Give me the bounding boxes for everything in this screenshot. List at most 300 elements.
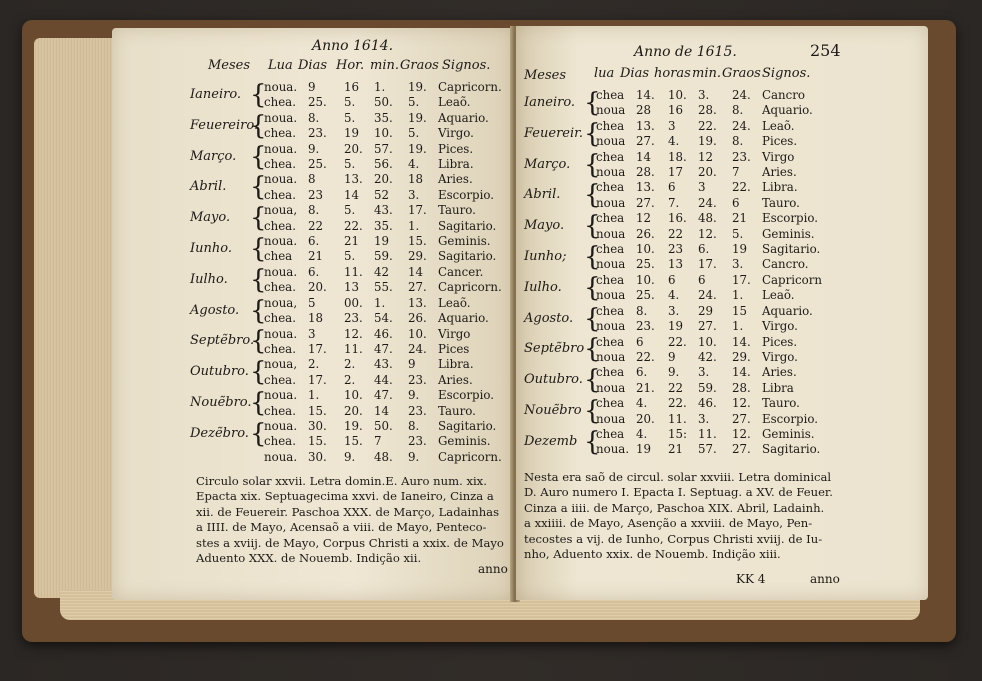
table-row — [264, 219, 514, 234]
table-cell: Escorpio. — [762, 211, 818, 226]
table-cell: Sagitario. — [438, 218, 497, 233]
header-graos: Graos — [722, 66, 761, 81]
table-cell: 7 — [374, 434, 382, 449]
table-cell: 9 — [668, 349, 676, 364]
table-row — [596, 150, 842, 165]
table-cell: Libra. — [438, 157, 474, 172]
table-cell: 17 — [668, 165, 684, 180]
brace-glyph: { — [584, 365, 601, 396]
table-row — [264, 111, 514, 126]
table-row — [264, 280, 514, 295]
table-cell: 27. — [408, 280, 427, 295]
table-cell: 21 — [668, 442, 684, 457]
table-cell: 18. — [668, 149, 687, 164]
table-row — [264, 373, 514, 388]
table-cell: 12. — [344, 326, 363, 341]
table-cell: Virgo — [438, 326, 471, 341]
brace-glyph: { — [584, 426, 601, 457]
table-row — [596, 319, 842, 334]
table-cell: 12. — [698, 226, 717, 241]
table-cell: 22. — [344, 218, 363, 233]
table-cell: 23. — [344, 311, 363, 326]
table-row — [264, 249, 514, 264]
table-cell: 13. — [636, 118, 655, 133]
table-cell: Aries. — [762, 365, 797, 380]
table-cell: Leaõ. — [438, 95, 471, 110]
table-cell: 17. — [308, 341, 327, 356]
table-cell: noua — [596, 319, 626, 334]
table-row — [264, 327, 514, 342]
month-label: Agosto. — [524, 310, 574, 326]
table-row — [264, 95, 514, 110]
table-cell: 15 — [732, 303, 748, 318]
table-cell: Geminis. — [438, 434, 491, 449]
brace-glyph: { — [584, 149, 601, 180]
table-cell: 2. — [344, 357, 356, 372]
table-cell: 27. — [698, 319, 717, 334]
table-cell: 11. — [668, 411, 687, 426]
table-cell: Aquario. — [762, 103, 813, 118]
brace-glyph: { — [584, 242, 601, 272]
table-cell: 5. — [732, 226, 744, 241]
table-cell: 19. — [408, 110, 427, 125]
paragraph-line: D. Auro numero I. Epacta I. Septuag. a XV. de Feuer. — [524, 485, 833, 500]
table-cell: 21 — [344, 234, 360, 249]
table-cell: 13 — [344, 280, 360, 295]
table-cell: 17. — [732, 272, 751, 287]
table-cell: Aries. — [762, 165, 797, 180]
table-cell: 25. — [636, 288, 655, 303]
table-cell: 21. — [636, 380, 655, 395]
table-cell: noua. — [264, 388, 298, 403]
table-cell: 13. — [636, 180, 655, 195]
table-cell: noua. — [264, 80, 298, 94]
brace-glyph: { — [584, 272, 601, 303]
table-row — [596, 412, 842, 427]
table-cell: 24. — [698, 288, 717, 303]
table-cell: 17. — [698, 257, 717, 272]
table-cell: 5. — [344, 110, 356, 125]
table-cell: 22 — [308, 218, 324, 233]
table-cell: 28. — [732, 380, 751, 395]
table-cell: 00. — [344, 295, 363, 310]
month-label: Feuereiro. — [190, 117, 259, 133]
table-cell: 27. — [636, 195, 655, 210]
table-row — [596, 396, 842, 411]
table-cell: 20. — [636, 411, 655, 426]
header-signos: Signos. — [762, 66, 811, 81]
table-cell: 15: — [668, 426, 687, 441]
table-cell: 29 — [698, 303, 714, 318]
table-cell: 3. — [698, 88, 710, 102]
table-row — [596, 257, 842, 272]
table-cell: 5. — [344, 157, 356, 172]
table-cell: 19 — [636, 442, 652, 457]
table-cell: 20. — [374, 172, 393, 187]
paragraph-line: Nesta era saõ de circul. solar xxviii. Letra dominical — [524, 470, 832, 484]
table-cell: 5 — [308, 295, 316, 310]
table-cell: 22. — [732, 180, 751, 195]
table-cell: 10. — [698, 334, 717, 349]
table-cell: noua. — [264, 141, 298, 156]
paragraph-line: a xxiiii. de Mayo, Asenção a xxviii. de Mayo, Pen- — [524, 516, 813, 531]
table-cell: 22. — [636, 349, 655, 364]
left-year-heading: Anno 1614. — [312, 38, 394, 54]
table-cell: Virgo. — [762, 319, 798, 334]
table-cell: 29. — [732, 349, 751, 364]
table-cell: 6 — [636, 334, 644, 349]
table-row — [264, 296, 514, 311]
table-cell: Geminis. — [438, 234, 491, 249]
table-cell: 42 — [374, 264, 390, 279]
month-label: Mayo. — [524, 218, 565, 234]
table-cell: Pices. — [762, 134, 798, 149]
table-cell: noua. — [264, 234, 298, 249]
paragraph-line: xii. de Feuereir. Paschoa XXX. de Março, Ladainhas — [196, 504, 500, 519]
right-catchword: anno — [810, 572, 840, 586]
table-cell: 46. — [374, 326, 393, 341]
table-cell: noua. — [264, 418, 298, 433]
table-cell: Geminis. — [762, 226, 815, 241]
brace-glyph: { — [250, 172, 267, 203]
table-cell: Tauro. — [438, 403, 476, 418]
table-cell: chea. — [264, 311, 296, 326]
table-row — [264, 419, 514, 434]
table-cell: noua — [596, 380, 626, 395]
table-cell: 11. — [344, 264, 363, 279]
table-cell: 25. — [308, 157, 327, 172]
table-cell: 6 — [668, 272, 676, 287]
table-cell: 10. — [636, 242, 655, 257]
table-cell: 23. — [308, 126, 327, 141]
table-cell: 9. — [308, 141, 320, 156]
table-cell: Cancro. — [762, 257, 809, 272]
table-cell: 3. — [668, 303, 680, 318]
table-cell: noua — [596, 288, 626, 303]
table-cell: 15. — [408, 234, 427, 249]
paragraph-line: Cinza a iiii. de Março, Paschoa XIX. Abril, Ladainh. — [524, 500, 825, 515]
table-cell: 10. — [374, 126, 393, 141]
table-cell: 1. — [732, 319, 744, 334]
table-cell: noua, — [264, 357, 298, 372]
table-cell: 23. — [408, 403, 427, 418]
table-cell: Aquario. — [438, 110, 489, 125]
table-cell: chea. — [264, 218, 296, 233]
table-cell: Libra. — [438, 357, 474, 372]
table-row — [596, 304, 842, 319]
table-cell: chea — [596, 180, 625, 195]
brace-glyph: { — [584, 334, 601, 365]
table-cell: chea. — [264, 157, 296, 172]
table-cell: 19. — [408, 80, 427, 94]
table-cell: Capricorn. — [438, 80, 502, 94]
table-cell: 22. — [698, 118, 717, 133]
table-cell: 8. — [308, 110, 320, 125]
brace-glyph: { — [250, 326, 267, 357]
table-cell: 30. — [308, 449, 327, 464]
table-cell: 23 — [308, 187, 324, 202]
brace-glyph: { — [250, 234, 267, 264]
table-cell: Geminis. — [762, 426, 815, 441]
table-cell: 12. — [732, 426, 751, 441]
table-cell: 27. — [636, 134, 655, 149]
brace-glyph: { — [250, 203, 267, 234]
table-cell: 28 — [636, 103, 652, 118]
table-cell: 20. — [308, 280, 327, 295]
brace-glyph: { — [250, 388, 267, 418]
table-cell: 23. — [408, 372, 427, 387]
table-cell: 4. — [408, 157, 420, 172]
table-cell: Leaõ. — [762, 288, 795, 303]
table-cell: noua — [596, 257, 626, 272]
header-min: min. — [692, 66, 721, 81]
paragraph-line: Circulo solar xxvii. Letra domin.E. Auro num. xix. — [196, 474, 487, 488]
table-cell: 3 — [668, 118, 676, 133]
table-cell: 8. — [636, 303, 648, 318]
table-row — [596, 180, 842, 195]
table-cell: 30. — [308, 418, 327, 433]
table-cell: Cancer. — [438, 264, 484, 279]
table-cell: chea — [596, 149, 625, 164]
table-cell: 15. — [344, 434, 363, 449]
header-lua: lua — [594, 66, 615, 81]
table-cell: noua. — [596, 442, 630, 457]
table-cell: Libra — [762, 380, 794, 395]
table-cell: noua. — [264, 110, 298, 125]
table-cell: Capricorn. — [438, 449, 502, 464]
table-row — [596, 242, 842, 257]
table-cell: Virgo. — [438, 126, 474, 141]
table-cell: Pices — [438, 341, 470, 356]
table-cell: 3. — [698, 365, 710, 380]
table-cell: Tauro. — [762, 396, 800, 411]
table-cell: 35. — [374, 110, 393, 125]
month-label: Abril. — [190, 179, 227, 195]
table-cell: 6 — [732, 195, 740, 210]
table-cell: 15. — [308, 434, 327, 449]
table-cell: 9. — [408, 449, 420, 464]
brace-glyph: { — [584, 303, 601, 334]
table-row — [264, 388, 514, 403]
month-label: Outubro. — [524, 372, 583, 388]
table-cell: Escorpio. — [438, 187, 494, 202]
table-cell: chea — [596, 365, 625, 380]
table-cell: 14. — [636, 88, 655, 102]
brace-glyph: { — [584, 396, 601, 426]
table-row — [596, 365, 842, 380]
table-cell: 5. — [344, 203, 356, 218]
table-cell: 3 — [308, 326, 316, 341]
table-cell: 59. — [374, 249, 393, 264]
table-cell: 52 — [374, 187, 390, 202]
table-row — [264, 404, 514, 419]
table-cell: noua — [596, 411, 626, 426]
table-cell: 29. — [408, 249, 427, 264]
header-hor: Hor. — [336, 58, 365, 73]
table-cell: 21 — [308, 249, 324, 264]
table-cell: Escorpio. — [762, 411, 818, 426]
table-cell: 50. — [374, 418, 393, 433]
header-meses: Meses — [208, 58, 251, 73]
table-cell: 25. — [308, 95, 327, 110]
table-cell: Sagitario. — [762, 242, 821, 257]
table-cell: Aries. — [438, 372, 473, 387]
table-cell: 26. — [408, 311, 427, 326]
table-cell: 21 — [732, 211, 748, 226]
table-cell: 48. — [374, 449, 393, 464]
table-cell: 27. — [732, 411, 751, 426]
table-cell: 6. — [308, 264, 320, 279]
table-cell: 19 — [668, 319, 684, 334]
table-cell: chea — [596, 396, 625, 411]
table-cell: noua. — [264, 264, 298, 279]
table-row — [264, 357, 514, 372]
table-row — [596, 288, 842, 303]
table-cell: 35. — [374, 218, 393, 233]
table-cell: 1. — [308, 388, 320, 403]
table-cell: 25. — [636, 257, 655, 272]
table-cell: chea — [596, 334, 625, 349]
table-cell: noua — [596, 103, 626, 118]
right-page — [516, 26, 928, 600]
table-cell: 48. — [698, 211, 717, 226]
table-cell: 22. — [668, 334, 687, 349]
paragraph-line: a IIII. de Mayo, Acensaõ a viii. de Mayo, Penteco- — [196, 520, 487, 535]
paragraph-line: nho, Aduento xxix. de Nouemb. Indição xiii. — [524, 547, 781, 561]
table-cell: 10. — [408, 326, 427, 341]
table-row — [264, 450, 514, 465]
brace-glyph: { — [250, 295, 267, 326]
table-row — [596, 335, 842, 350]
table-cell: 8. — [732, 103, 744, 118]
table-cell: 10. — [344, 388, 363, 403]
table-cell: chea. — [264, 403, 296, 418]
table-cell: Pices. — [762, 334, 798, 349]
table-cell: 47. — [374, 388, 393, 403]
right-lunar-table — [596, 88, 842, 458]
table-cell: Aries. — [438, 172, 473, 187]
month-label: Iunho; — [524, 249, 567, 264]
table-cell: 43. — [374, 203, 393, 218]
table-cell: 19 — [374, 234, 390, 249]
table-row — [596, 442, 842, 457]
table-cell: 20. — [698, 165, 717, 180]
table-cell: 15. — [308, 403, 327, 418]
table-row — [596, 196, 842, 211]
month-label: Março. — [190, 148, 237, 164]
right-year-heading: Anno de 1615. — [634, 44, 737, 60]
table-row — [264, 311, 514, 326]
table-cell: 12 — [698, 149, 714, 164]
table-cell: Libra. — [762, 180, 798, 195]
table-cell: 14 — [408, 264, 424, 279]
table-cell: 4. — [636, 396, 648, 411]
table-cell: chea. — [264, 341, 296, 356]
table-cell: 13. — [344, 172, 363, 187]
table-row — [596, 119, 842, 134]
table-cell: 24. — [698, 195, 717, 210]
table-cell: 14. — [732, 334, 751, 349]
brace-glyph: { — [584, 88, 601, 118]
month-label: Dezemb — [524, 433, 578, 449]
table-cell: 1. — [374, 295, 386, 310]
table-cell: chea — [264, 249, 293, 264]
table-cell: Capricorn — [762, 272, 822, 287]
table-cell: 5. — [408, 95, 420, 110]
brace-glyph: { — [250, 418, 267, 449]
left-catchword: anno — [478, 562, 508, 576]
table-cell: 6. — [698, 242, 710, 257]
table-cell: 55. — [374, 280, 393, 295]
paragraph-line: stes a xviij. de Mayo, Corpus Christi a xxix. de Mayo — [196, 535, 504, 550]
table-cell: chea — [596, 118, 625, 133]
table-cell: Capricorn. — [438, 280, 502, 295]
table-cell: 12 — [636, 211, 652, 226]
table-cell: chea — [596, 303, 625, 318]
paragraph-line: Aduento XXX. de Nouemb. Indição xii. — [196, 551, 422, 565]
table-row — [264, 434, 514, 449]
table-cell: 4. — [668, 134, 680, 149]
table-row — [596, 88, 842, 103]
table-cell: 14 — [344, 187, 360, 202]
table-cell: 8. — [408, 418, 420, 433]
brace-glyph: { — [250, 80, 267, 110]
paragraph-line: Epacta xix. Septuagecima xxvi. de Ianeiro, Cinza a — [196, 489, 494, 504]
table-row — [264, 172, 514, 187]
table-cell: noua — [596, 349, 626, 364]
table-cell: 2. — [344, 372, 356, 387]
table-row — [596, 227, 842, 242]
table-cell: 22 — [668, 380, 684, 395]
month-label: Mayo. — [190, 210, 231, 226]
table-cell: chea. — [264, 372, 296, 387]
table-cell: noua, — [264, 203, 298, 218]
table-cell: 46. — [698, 396, 717, 411]
table-cell: noua — [596, 134, 626, 149]
table-cell: 16. — [668, 211, 687, 226]
table-cell: 7. — [668, 195, 680, 210]
table-cell: 19 — [732, 242, 748, 257]
month-label: Outubro. — [190, 364, 249, 380]
month-label: Iulho. — [190, 271, 228, 287]
table-cell: chea — [596, 272, 625, 287]
table-cell: Leaõ. — [438, 295, 471, 310]
brace-glyph: { — [250, 110, 267, 141]
table-cell: 13 — [668, 257, 684, 272]
table-row — [264, 234, 514, 249]
table-cell: 20. — [344, 403, 363, 418]
table-cell: 1. — [732, 288, 744, 303]
table-cell: 59. — [698, 380, 717, 395]
table-cell: 19. — [698, 134, 717, 149]
month-label: Nouẽbro — [524, 403, 582, 418]
table-cell: Sagitario. — [762, 442, 821, 457]
table-cell: 22 — [668, 226, 684, 241]
month-label: Septẽbro — [524, 341, 585, 357]
table-row — [264, 203, 514, 218]
table-cell: chea. — [264, 95, 296, 110]
table-cell: Virgo — [762, 149, 795, 164]
table-cell: 42. — [698, 349, 717, 364]
table-cell: 54. — [374, 311, 393, 326]
table-cell: chea — [596, 211, 625, 226]
table-row — [264, 142, 514, 157]
month-label: Septẽbro. — [190, 333, 255, 349]
table-cell: noua. — [264, 449, 298, 464]
table-cell: noua — [596, 165, 626, 180]
month-label: Agosto. — [190, 302, 240, 318]
table-cell: 1. — [374, 80, 386, 94]
